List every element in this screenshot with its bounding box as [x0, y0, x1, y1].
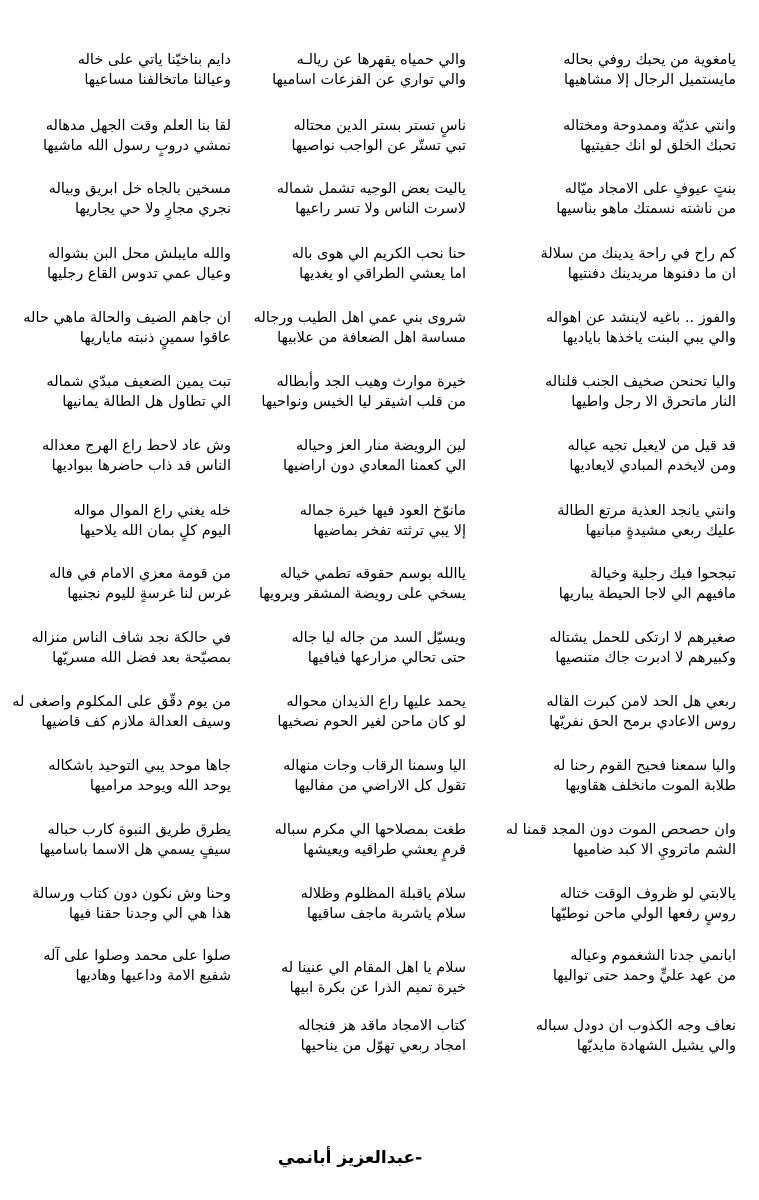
- poem-line: لين الرويضة منار العز وحياله: [295, 438, 466, 454]
- poem-line: مساسة اهل الضعافة من علابيها: [277, 330, 466, 346]
- poem-line: يالابتي لو ظروف الوقت ختاله: [559, 886, 736, 902]
- poem-line: وانتي عذيّة وممدوحة ومختاله: [562, 118, 736, 134]
- poem-line: روس الاعادي برمح الحق نفريّها: [549, 714, 736, 730]
- poem-line: ومن لايخدم المبادي لايعاديها: [569, 458, 736, 474]
- poem-stanza: [246, 958, 466, 998]
- poem-stanza: [246, 628, 466, 668]
- poem-line: كتاب الامجاد ماقد هز فنجاله: [298, 1018, 466, 1034]
- poem-stanza: [246, 244, 466, 284]
- poem-line: نجري مجارٍ ولا حي يجاريها: [74, 201, 231, 217]
- poem-line: اما يعشي الطراقي او يغديها: [299, 266, 466, 282]
- poem-line: الي كعمنا المعادي دون اراضيها: [282, 458, 466, 474]
- poem-stanza: [491, 436, 736, 476]
- poem-line: والفوز .. باغيه لاينشد عن اهواله: [545, 310, 736, 326]
- poem-stanza: [491, 628, 736, 668]
- poem-line: صلوا على محمد وصلوا على آله: [43, 948, 231, 964]
- poem-line: سلام ياشربة ماجف ساقيها: [306, 906, 466, 922]
- poem-line: وانتي يانجد العذية مرتع الطالة: [557, 503, 736, 519]
- poem-stanza: [491, 692, 736, 732]
- poem-line: ربعي هل الحد لامن كبرت القاله: [546, 694, 736, 710]
- poem-stanza: [11, 501, 231, 541]
- poem-line: مافيهم الي لاجا الحيطة يباريها: [558, 586, 736, 602]
- poem-line: والي يبي البنت ياخذها باياديها: [562, 330, 736, 346]
- poem-line: خيرة تميم الذرا عن بكرة ابيها: [289, 980, 466, 996]
- poem-line: يطرق طريق النبوة كارب حباله: [47, 822, 231, 838]
- poem-line: خيرة موارث وهيب الجد وأبطاله: [276, 374, 466, 390]
- poem-line: وحنا وش نكون دون كتاب ورسالة: [32, 886, 231, 902]
- poem-line: ياليت بعض الوجيه تشمل شماله: [276, 181, 466, 197]
- poem-stanza: [491, 50, 736, 90]
- poem-line: ناسٍ تستر بستر الدين محتاله: [293, 118, 466, 134]
- poem-stanza: [246, 179, 466, 219]
- poem-line: وش عاد لاحط راع الهرج معداله: [41, 438, 231, 454]
- poem-line: يسخي على رويضة المشقر ويرويها: [258, 586, 466, 602]
- poem-line: الناس قد ذاب حاضرها ببواديها: [51, 458, 231, 474]
- poem-line: إلا يبي ترثته تفخر بماضيها: [313, 523, 466, 539]
- poem-line: عاقوا سمينٍ ذنبته ماياريها: [79, 330, 231, 346]
- poem-line: ابانمي جدنا الشغموم وعياله: [570, 948, 736, 964]
- poem-line: سلام ياقبلة المظلوم وظلاله: [300, 886, 466, 902]
- poem-line: ان ما دفنوها مريدينك دفنتيها: [567, 266, 736, 282]
- poem-line: تبي تستّر عن الواجب نواصيها: [291, 138, 466, 154]
- poem-line: وعيالنا ماتخالفنا مساعيها: [84, 72, 231, 88]
- poem-line: وان حصحص الموت دون المجد قمنا له: [505, 822, 736, 838]
- poem-line: سلام يا اهل المقام الي عنينا له: [280, 960, 466, 976]
- poem-line: مسخين بالجاه خل ابريق وبياله: [48, 181, 231, 197]
- poem-line: غرس لنا غرسةٍ لليوم نجنيها: [67, 586, 231, 602]
- poem-line: دايم بناخيّنا ياتي على خاله: [77, 52, 231, 68]
- poem-stanza: [246, 820, 466, 860]
- poem-stanza: [11, 436, 231, 476]
- poem-line: من يوم دقّق على المكلوم واصغى له: [12, 694, 231, 710]
- poem-line: نمشي دروبٍ رسول الله ماشيها: [43, 138, 231, 154]
- poem-stanza: [11, 244, 231, 284]
- poem-line: وعيال عمي تدوس القاع رجليها: [47, 266, 231, 282]
- poem-stanza: [246, 501, 466, 541]
- poem-line: ويسيّل السد من جاله ليا جاله: [291, 630, 466, 646]
- poem-stanza: [491, 116, 736, 156]
- poem-line: شفيع الامة وداعيها وهاديها: [75, 968, 231, 984]
- poem-line: هذا هي الي وجدنا حقنا فيها: [68, 906, 231, 922]
- poem-stanza: [491, 756, 736, 796]
- poem-line: اليوم كلٍ بمان الله يلاحيها: [79, 523, 231, 539]
- poem-stanza: [491, 820, 736, 860]
- poem-line: تحبك الخلق لو انك جفيتيها: [580, 138, 736, 154]
- poem-line: الي تطاول هل الطالة يمانيها: [62, 394, 231, 410]
- poem-line: يامغوية من يحبك روفي بحاله: [563, 52, 736, 68]
- poem-stanza: [491, 244, 736, 284]
- poem-stanza: [491, 564, 736, 604]
- poem-stanza: [246, 692, 466, 732]
- poem-stanza: [491, 372, 736, 412]
- poem-stanza: [246, 1016, 466, 1056]
- poem-line: طلابة الموت مانخلف هقاويها: [565, 778, 736, 794]
- poem-line: لو كان ماحن لغير الحوم نصخيها: [277, 714, 466, 730]
- poem-line: حتى تحالي مزارعها فيافيها: [307, 650, 466, 666]
- poem-stanza: [11, 820, 231, 860]
- poem-line: حنا نحب الكريم الي هوى باله: [291, 246, 466, 262]
- poem-line: من قلب اشيقر ليا الخيس ونواحيها: [261, 394, 466, 410]
- poem-stanza: [11, 692, 231, 732]
- poem-line: الشم ماترويِ الا كبد ضاميها: [572, 842, 736, 858]
- poem-stanza: [11, 372, 231, 412]
- poem-line: لاسرت الناس ولا تسر راعيها: [295, 201, 466, 217]
- poem-line: تبت يمين الضعيف مبدّي شماله: [46, 374, 231, 390]
- poem-line: في حالكة نجد شاف الناس منزاله: [31, 630, 231, 646]
- poem-line: مايستميل الرجال إلا مشاهيها: [563, 72, 736, 88]
- poem-stanza: [246, 308, 466, 348]
- poem-line: كم راح في راحة يدينك من سلالة: [540, 246, 736, 262]
- poem-stanza: [491, 179, 736, 219]
- poem-line: تبجحوا فيك رجلية وخيالة: [590, 566, 736, 582]
- poem-line: من عهد عليٍّ وحمد حتى تواليها: [552, 968, 736, 984]
- poem-line: خله يغني راع الموال مواله: [73, 503, 231, 519]
- poem-stanza: [246, 116, 466, 156]
- poem-line: والي يشيل الشهادة مايديّها: [576, 1038, 736, 1054]
- poem-line: مانوّخ العود فيها خيرة جماله: [299, 503, 466, 519]
- poem-line: واليا تحنحن صخيف الجنب قلناله: [544, 374, 736, 390]
- poem-stanza: [491, 501, 736, 541]
- poem-stanza: [11, 50, 231, 90]
- poem-stanza: [11, 116, 231, 156]
- poem-line: واليا سمعنا فحيح القوم رحنا له: [553, 758, 736, 774]
- poem-line: والله مايبلش محل البن بشواله: [48, 246, 231, 262]
- poem-stanza: [246, 756, 466, 796]
- poem-line: صغيرهم لا ارتكى للحمل يشتاله: [549, 630, 736, 646]
- poem-line: روسٍ رفعها الولي ماحن نوطيّها: [550, 906, 736, 922]
- poem-line: من ناشته نسمتك ماهو بناسيها: [556, 201, 736, 217]
- poem-stanza: [491, 946, 736, 986]
- poem-stanza: [11, 628, 231, 668]
- poem-line: امجاد ربعي تهوّل من يناحيها: [300, 1038, 466, 1054]
- poem-stanza: [11, 179, 231, 219]
- poem-line: وكبيرهم لا ادبرت جاك متنصيها: [555, 650, 736, 666]
- poem-line: النار ماتحرق الا رجل واطيها: [571, 394, 736, 410]
- poem-stanza: [11, 884, 231, 924]
- poem-stanza: [246, 436, 466, 476]
- poem-line: ياالله بوسم حقوقه تطمي خياله: [279, 566, 466, 582]
- poem-line: ان جاهم الضيف والحالة ماهي حاله: [23, 310, 231, 326]
- poem-line: يحمد عليها راع الذيدان محواله: [286, 694, 466, 710]
- poem-line: سيفٍ يسمي هل الاسما باساميها: [39, 842, 231, 858]
- poem-line: والي تواري عن الفزعات اساميها: [272, 72, 466, 88]
- poem-line: تقول كل الاراضي من مفاليها: [294, 778, 466, 794]
- poem-line: يوحد الله ويوحد مراميها: [89, 778, 231, 794]
- poem-line: والي حمياه يقهرها عن ريالـه: [296, 52, 466, 68]
- poem-line: عليك ربعي مشيدةٍ مبانيها: [585, 523, 736, 539]
- poem-stanza: [11, 564, 231, 604]
- poem-stanza: [491, 884, 736, 924]
- poem-line: اليا وسمنا الرقاب وجات منهاله: [283, 758, 466, 774]
- poem-stanza: [491, 1016, 736, 1056]
- poem-line: بمصيّحة بعد فضل الله مسريّها: [52, 650, 231, 666]
- poem-line: نعاف وجه الكذوب ان دودل سباله: [535, 1018, 736, 1034]
- poem-line: لقا بنا العلم وقت الجهل مدهاله: [45, 118, 231, 134]
- poem-line: طغت بمصلاحها الي مكرم سباله: [274, 822, 466, 838]
- poem-line: جاها موحد يبي التوحيد باشكاله: [48, 758, 231, 774]
- poet-signature: -عبدالعزيز أبانمي: [277, 1148, 423, 1168]
- poem-line: قرمٍ يعشي طراقيه ويعيشها: [303, 842, 466, 858]
- poem-stanza: [246, 50, 466, 90]
- poem-line: من قومة معزي الامام في فاله: [49, 566, 231, 582]
- poem-stanza: [246, 372, 466, 412]
- poem-stanza: [11, 756, 231, 796]
- poem-stanza: [246, 884, 466, 924]
- poem-stanza: [11, 308, 231, 348]
- poem-line: وسيف العدالة ملازم كف قاضيها: [41, 714, 231, 730]
- poem-stanza: [491, 308, 736, 348]
- poem-line: بنتٍ عيوفٍ على الامجاد ميّاله: [564, 181, 736, 197]
- poem-line: شروى بني عمي اهل الطيب ورجاله: [253, 310, 466, 326]
- poem-line: قد قيل من لايعيل تجيه عياله: [567, 438, 736, 454]
- poem-stanza: [11, 946, 231, 986]
- poem-stanza: [246, 564, 466, 604]
